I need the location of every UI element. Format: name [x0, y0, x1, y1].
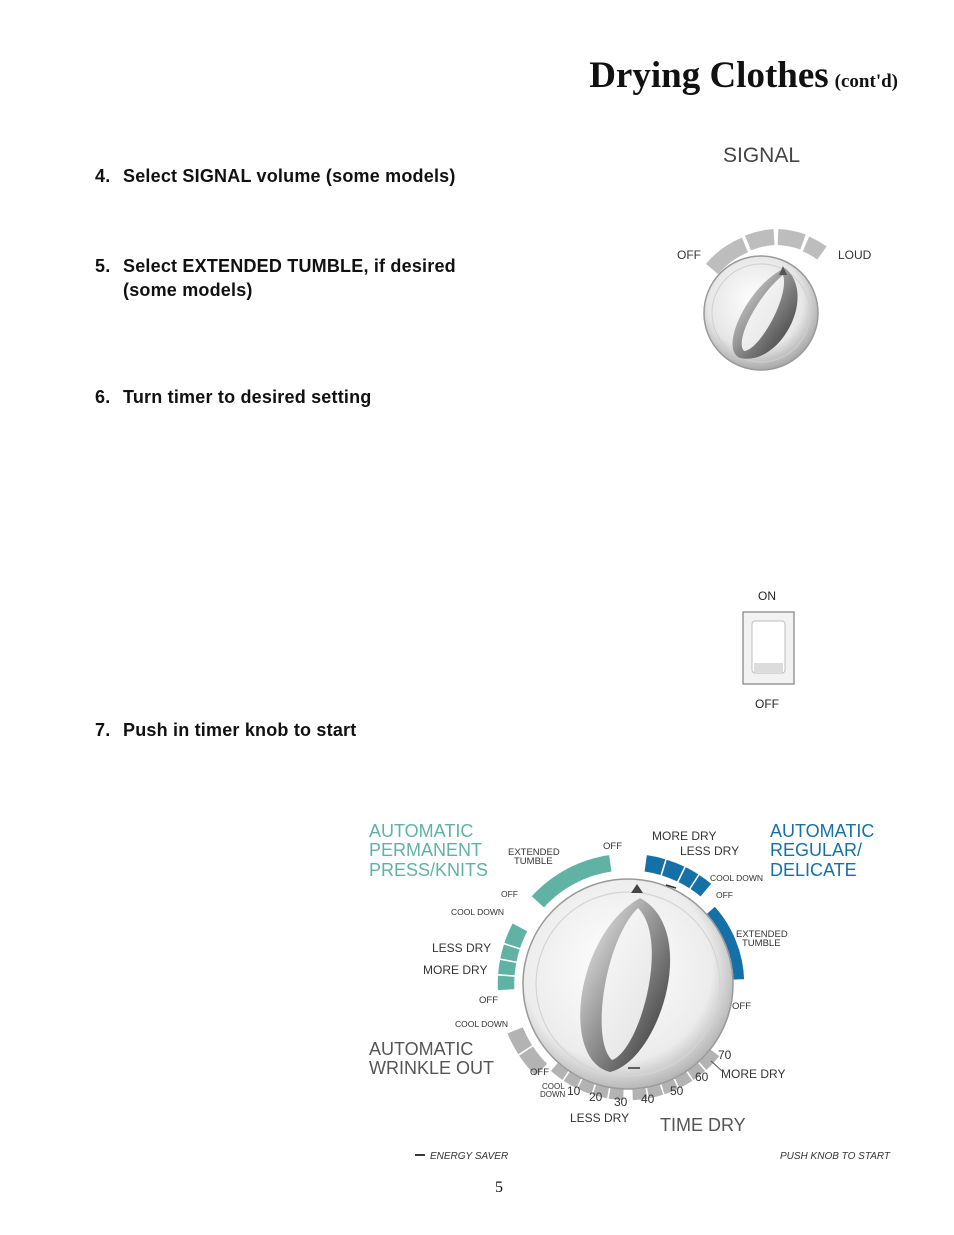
perm-dry-segment	[497, 975, 515, 991]
off-label: OFF	[603, 841, 622, 852]
step-number: 5.	[95, 256, 111, 276]
cool-down-label: COOL DOWN	[710, 873, 764, 883]
cool-down-label: COOL DOWN	[455, 1019, 509, 1029]
energy-saver-label: ENERGY SAVER	[430, 1151, 509, 1162]
svg-text:PERMANENT: PERMANENT	[369, 840, 483, 860]
wrinkle-out-heading	[369, 1039, 494, 1078]
signal-heading: SIGNAL	[723, 144, 801, 167]
step-number: 7.	[95, 720, 111, 740]
down-label: DOWN	[540, 1090, 566, 1099]
step-text: Turn timer to desired setting	[123, 387, 372, 407]
title-main: Drying Clothes	[589, 55, 829, 96]
minutes-40: 40	[641, 1092, 655, 1106]
page-number: 5	[495, 1179, 503, 1196]
minutes-50: 50	[670, 1084, 684, 1098]
more-dry-label: MORE DRY	[423, 963, 488, 977]
svg-text:AUTOMATIC: AUTOMATIC	[369, 821, 474, 841]
less-dry-label: LESS DRY	[570, 1111, 630, 1125]
off-label: OFF	[530, 1067, 549, 1078]
step-number: 6.	[95, 387, 111, 407]
step-number: 4.	[95, 166, 111, 186]
svg-text:AUTOMATIC: AUTOMATIC	[770, 821, 875, 841]
more-dry-label: MORE DRY	[652, 829, 717, 843]
svg-text:WRINKLE OUT: WRINKLE OUT	[369, 1058, 495, 1078]
step-text: Select EXTENDED TUMBLE, if desired	[123, 256, 456, 276]
minutes-60: 60	[695, 1070, 709, 1084]
minutes-30: 30	[614, 1095, 628, 1109]
perm-dry-segment	[497, 959, 517, 976]
regular-delicate-heading	[770, 821, 874, 880]
off-label: OFF	[732, 1001, 751, 1012]
switch-off-label: OFF	[755, 697, 779, 711]
cool-down-label: COOL DOWN	[451, 907, 505, 917]
off-label: OFF	[479, 995, 498, 1006]
extended-tumble-label: TUMBLE	[742, 938, 781, 949]
minutes-20: 20	[589, 1090, 603, 1104]
off-label: OFF	[716, 890, 733, 900]
extended-tumble-label: EXTENDED	[508, 847, 560, 858]
switch-on-label: ON	[758, 589, 776, 603]
minutes-70: 70	[718, 1048, 732, 1062]
title-subtitle: (cont'd)	[834, 71, 898, 92]
extended-tumble-label: TUMBLE	[514, 856, 553, 867]
svg-text:PRESS/KNITS: PRESS/KNITS	[369, 860, 489, 880]
less-dry-label: LESS DRY	[432, 941, 492, 955]
step-text-continued: (some models)	[123, 280, 253, 300]
more-dry-label: MORE DRY	[721, 1067, 786, 1081]
signal-off-label: OFF	[677, 248, 701, 262]
signal-loud-label: LOUD	[838, 248, 872, 262]
svg-text:DELICATE: DELICATE	[770, 860, 857, 880]
push-knob-label: PUSH KNOB TO START	[780, 1151, 891, 1162]
off-label: OFF	[501, 889, 518, 899]
cool-label: COOL	[542, 1082, 565, 1091]
svg-text:AUTOMATIC: AUTOMATIC	[369, 1039, 474, 1059]
perm-press-heading	[369, 821, 488, 880]
step-text: Push in timer knob to start	[123, 720, 357, 740]
step-text: Select SIGNAL volume (some models)	[123, 166, 456, 186]
minutes-10: 10	[567, 1084, 581, 1098]
time-dry-heading: TIME DRY	[660, 1115, 746, 1135]
extended-tumble-label: EXTENDED	[736, 929, 788, 940]
svg-text:REGULAR/: REGULAR/	[770, 840, 863, 860]
less-dry-label: LESS DRY	[680, 844, 740, 858]
